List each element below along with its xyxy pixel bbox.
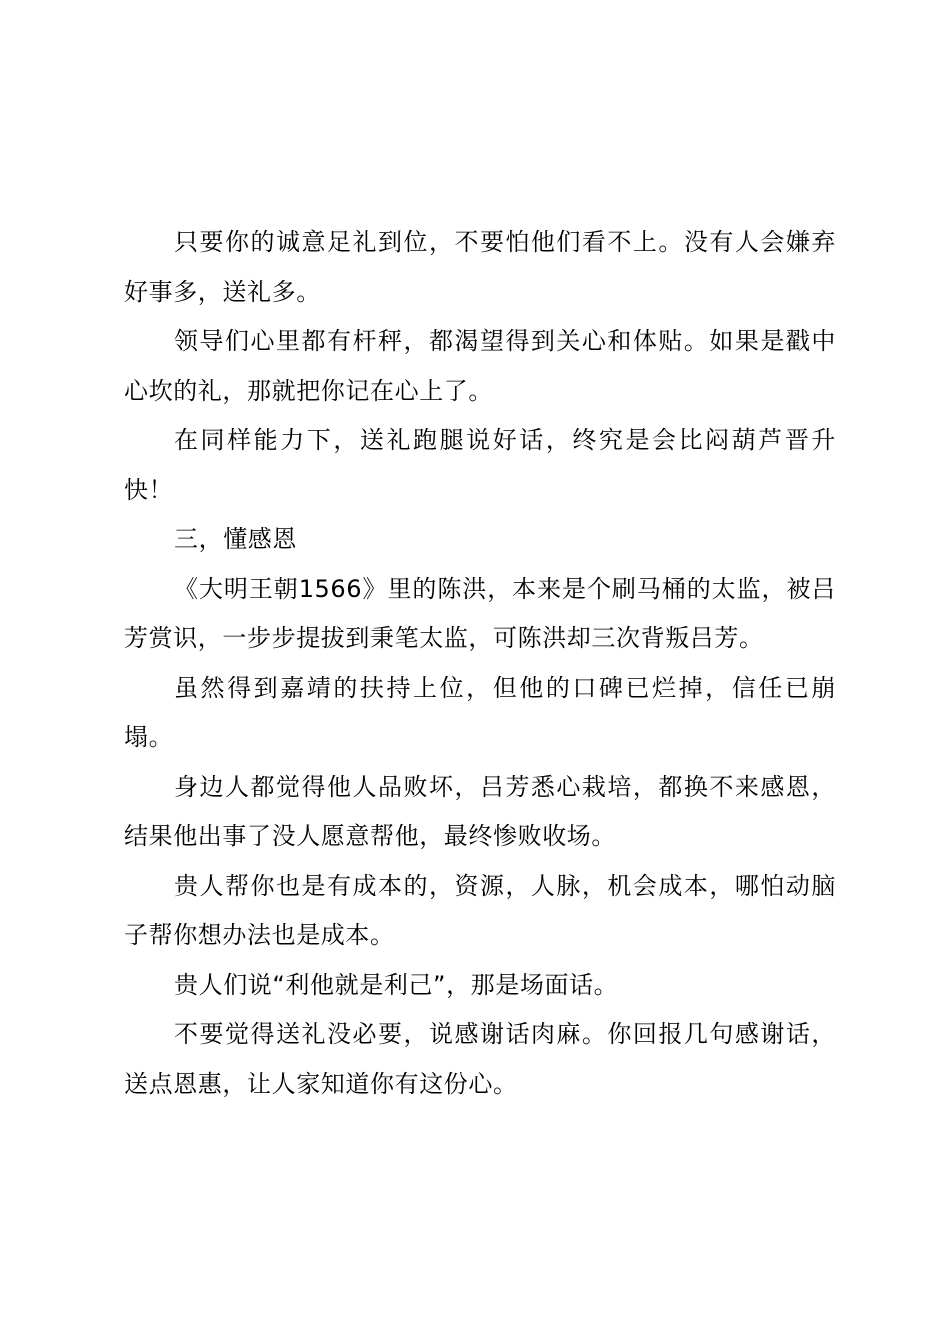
section-heading-gratitude: 三，懂感恩 bbox=[174, 525, 297, 553]
paragraph-gift-sincerity: 只要你的诚意足礼到位，不要怕他们看不上。没有人会嫌弃好事多，送礼多。 bbox=[124, 228, 836, 306]
document-body bbox=[124, 218, 836, 1109]
paragraph-promotion: 在同样能力下，送礼跑腿说好话，终究是会比闷葫芦晋升快！ bbox=[124, 426, 836, 504]
paragraph-altruism: 贵人们说“利他就是利己”，那是场面话。 bbox=[174, 970, 619, 999]
paragraph-repay-thanks: 不要觉得送礼没必要，说感谢话肉麻。你回报几句感谢话，送点恩惠，让人家知道你有这份心。 bbox=[124, 1020, 836, 1098]
paragraph-reputation: 虽然得到嘉靖的扶持上位，但他的口碑已烂掉，信任已崩塌。 bbox=[124, 673, 836, 751]
paragraph-betrayal-result: 身边人都觉得他人品败坏，吕芳悉心栽培，都换不来感恩，结果他出事了没人愿意帮他，最终惨败收场。 bbox=[124, 772, 836, 850]
paragraph-chen-hong: 《大明王朝1566》里的陈洪，本来是个刷马桶的太监，被吕芳赏识，一步步提拔到秉笔太监，可陈洪却三次背叛吕芳。 bbox=[124, 574, 836, 652]
paragraph-benefactor-cost: 贵人帮你也是有成本的，资源，人脉，机会成本，哪怕动脑子帮你想办法也是成本。 bbox=[124, 871, 836, 949]
paragraph-leaders-care: 领导们心里都有杆秤，都渴望得到关心和体贴。如果是戳中心坎的礼，那就把你记在心上了。 bbox=[124, 327, 836, 405]
